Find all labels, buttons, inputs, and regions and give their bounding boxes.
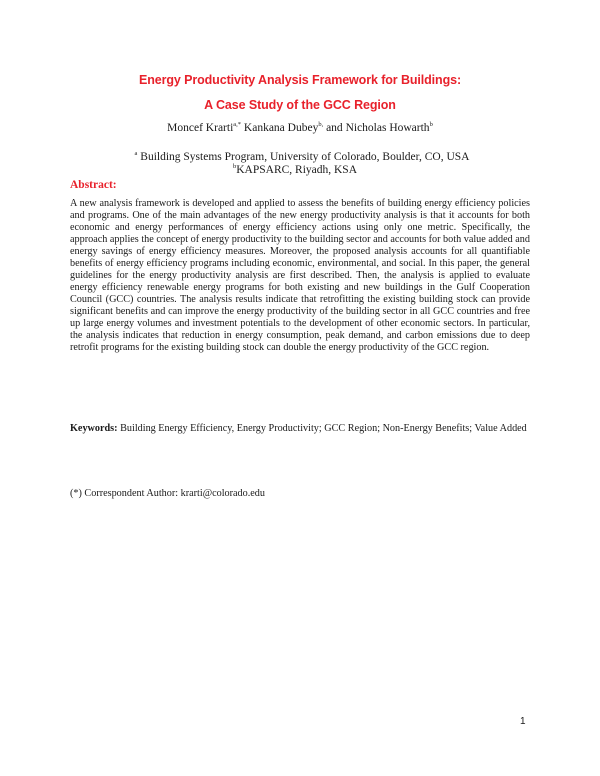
keywords [70,423,530,435]
author-krarti-affiliation: a,* [233,121,242,128]
affiliation-a-text: Building Systems Program, University of Colorado, Boulder, CO, USA [140,150,470,163]
keywords-text: Building Energy Efficiency, Energy Productivity; GCC Region; Non-Energy Benefits; Value Added [120,423,527,434]
affiliation-a-marker: a [134,150,138,157]
author-howarth-affiliation: b [429,121,433,128]
affiliation-b-marker: b [232,163,237,170]
author-howarth: Nicholas Howarth [345,121,430,134]
author-krarti: Moncef Krarti [167,121,234,134]
abstract-heading: Abstract: [70,179,117,191]
affiliation-b [0,163,595,176]
correspondent-author: (*) Correspondent Author: krarti@colorado.edu [70,488,265,499]
paper-title-line-1: Energy Productivity Analysis Framework for Buildings: [138,73,462,87]
keywords-label: Keywords: [70,423,118,434]
paper-title-line-2: A Case Study of the GCC Region [204,98,396,112]
author-dubey: Kankana Dubey [243,121,319,134]
abstract-body: A new analysis framework is developed and applied to assess the benefits of building energy efficiency policies and programs. One of the main advantages of the new energy productivity analysis is that it accounts for both economic and energy performances of energy efficiency actions using only one metric. Specifically, the approach applies the concept of energy productivity to the building sector and accounts for both value added and energy savings of energy efficiency measures. Moreover, the proposed analysis accounts for all quantifiable benefits of energy efficiency programs including economic, environmental, and social. In this paper, the general guidelines for the energy productivity analysis are first described. Then, the analysis is applied to evaluate energy efficiency renewable energy programs for both existing and new buildings in the Gulf Cooperation Council (GCC) countries. The analysis results indicate that retrofitting the existing building stock can provide significant benefits and can improve the energy productivity of the building sector in all GCC countries and free up large energy volumes and investment potentials to the development of other economic sectors. In particular, the analysis indicates that reduction in energy consumption, peak demand, and carbon emissions due to deep retrofit programs for the existing building stock can double the energy productivity of the GCC region. [70,198,530,353]
author-dubey-affiliation: b, [318,121,324,128]
affiliation-b-text: KAPSARC, Riyadh, KSA [236,163,358,176]
author-connector: and [326,121,343,134]
author-list [0,121,600,134]
page-number: 1 [520,716,526,727]
affiliation-a [2,150,600,163]
